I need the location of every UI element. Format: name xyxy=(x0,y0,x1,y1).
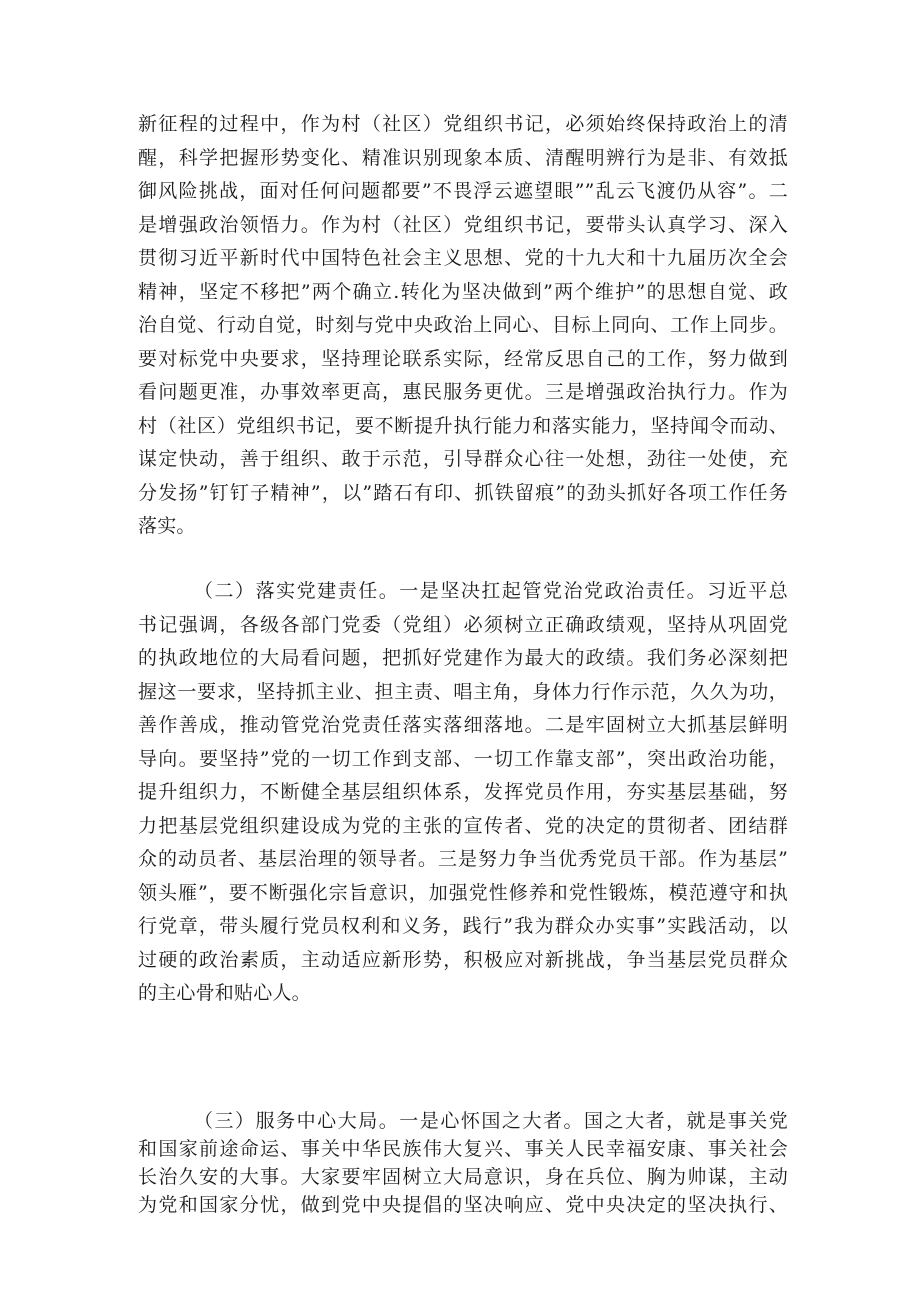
text-line: 过硬的政治素质，主动适应新形势，积极应对新挑战，争当基层党员群众 xyxy=(138,948,788,971)
text-line: 要对标党中央要求，坚持理论联系实际，经常反思自己的工作，努力做到 xyxy=(138,347,788,370)
section-heading-line: （三）服务中心大局。一是心怀国之大者。国之大者，就是事关党 xyxy=(194,1110,788,1132)
text-line: 长治久安的大事。大家要牢固树立大局意识，身在兵位、胸为帅谋，主动 xyxy=(138,1166,788,1188)
paragraph-serve-overall-situation xyxy=(138,1107,788,1219)
text-line: 善作善成，推动管党治党责任落实落细落地。二是牢固树立大抓基层鲜明 xyxy=(138,714,788,736)
text-line: 导向。要坚持”党的一切工作到支部、一切工作靠支部”，突出政治功能， xyxy=(138,747,788,770)
text-line: 落实。 xyxy=(138,515,196,537)
text-line: 分发扬”钉钉子精神”，以”踏石有印、抓铁留痕”的劲头抓好各项工作任务 xyxy=(138,481,788,504)
text-line: 村（社区）党组织书记，要不断提升执行能力和落实能力，坚持闻令而动、 xyxy=(138,414,788,437)
text-line: 行党章，带头履行党员权利和义务，践行”我为群众办实事”实践活动，以 xyxy=(138,915,788,937)
text-line: 书记强调，各级各部门党委（党组）必须树立正确政绩观，坚持从巩固党 xyxy=(138,613,788,636)
text-line: 治自觉、行动自觉，时刻与党中央政治上同心、目标上同向、工作上同步。 xyxy=(138,314,788,336)
text-line: 是增强政治领悟力。作为村（社区）党组织书记，要带头认真学习、深入 xyxy=(138,213,788,236)
text-line: 精神，坚定不移把”两个确立.转化为坚决做到”两个维护”的思想自觉、政 xyxy=(138,280,788,303)
text-line: 为党和国家分忧，做到党中央提倡的坚决响应、党中央决定的坚决执行、 xyxy=(138,1194,788,1216)
text-line: 的主心骨和贴心人。 xyxy=(138,982,311,1004)
text-line: 和国家前途命运、事关中华民族伟大复兴、事关人民幸福安康、事关社会 xyxy=(138,1138,788,1160)
text-line: 的执政地位的大局看问题，把抓好党建作为最大的政绩。我们务必深刻把 xyxy=(138,647,788,669)
paragraph-political-leadership xyxy=(138,108,788,544)
text-line: 醒，科学把握形势变化、精准识别现象本质、清醒明辨行为是非、有效抵 xyxy=(138,146,788,169)
text-line: 新征程的过程中，作为村（社区）党组织书记，必须始终保持政治上的清 xyxy=(138,113,788,135)
text-line: 看问题更准，办事效率更高，惠民服务更优。三是增强政治执行力。作为 xyxy=(138,381,788,403)
text-line: 谋定快动，善于组织、敢于示范，引导群众心往一处想，劲往一处使，充 xyxy=(138,448,788,470)
text-line: 众的动员者、基层治理的领导者。三是努力争当优秀党员干部。作为基层” xyxy=(138,848,788,870)
text-line: 领头雁”，要不断强化宗旨意识，加强党性修养和党性锻炼，模范遵守和执 xyxy=(138,881,788,904)
text-line: 御风险挑战，面对任何问题都要”不畏浮云遮望眼””乱云飞渡仍从容”。二 xyxy=(138,180,788,202)
text-line: 贯彻习近平新时代中国特色社会主义思想、党的十九大和十九届历次全会 xyxy=(138,247,788,269)
section-heading-line: （二）落实党建责任。一是坚决扛起管党治党政治责任。习近平总 xyxy=(194,580,788,602)
text-line: 提升组织力，不断健全基层组织体系，发挥党员作用，夯实基层基础，努 xyxy=(138,781,788,803)
paragraph-party-building-responsibility xyxy=(138,575,788,1011)
text-line: 握这一要求，坚持抓主业、担主责、唱主角，身体力行作示范，久久为功， xyxy=(138,680,788,703)
text-line: 力把基层党组织建设成为党的主张的宣传者、党的决定的贯彻者、团结群 xyxy=(138,814,788,837)
